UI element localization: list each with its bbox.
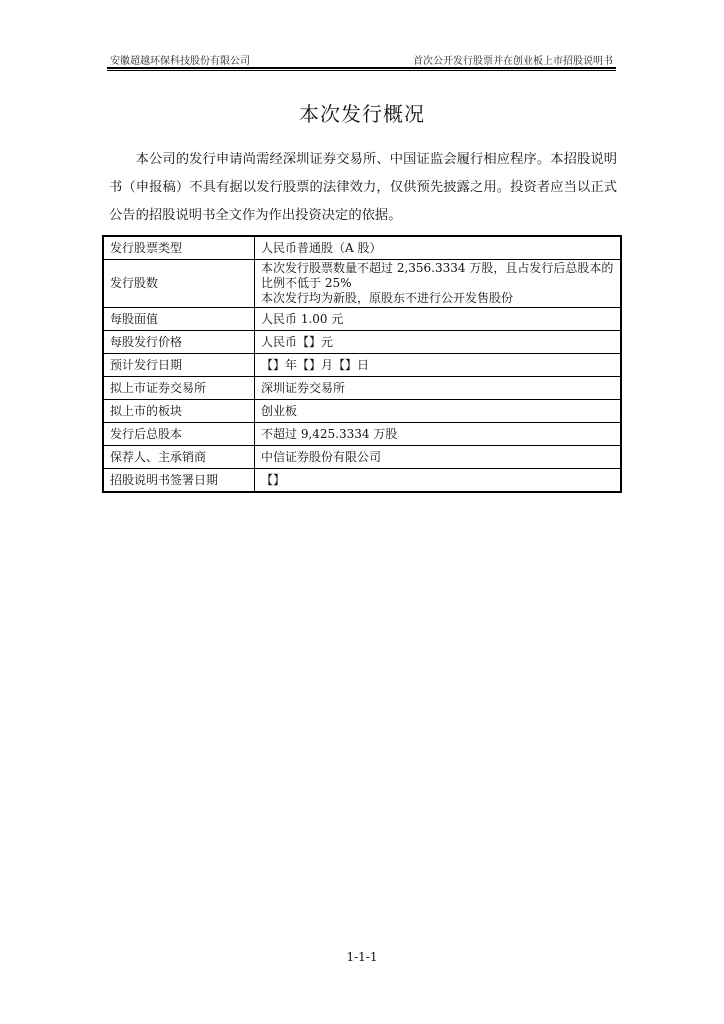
row-value	[255, 260, 622, 308]
table-row	[103, 400, 621, 423]
table-row	[103, 331, 621, 354]
row-value-line: 本次发行股票数量不超过 2,356.3334 万股，且占发行后总股本的	[261, 261, 614, 275]
row-key: 拟上市的板块	[103, 400, 255, 423]
row-value: 【】	[255, 469, 622, 493]
row-key: 保荐人、主承销商	[103, 446, 255, 469]
table-row	[103, 260, 621, 308]
header-rule-thin	[107, 70, 616, 71]
row-key: 发行股票类型	[103, 236, 255, 260]
intro-paragraph: 本公司的发行申请尚需经深圳证券交易所、中国证监会履行相应程序。本招股说明书（申报稿）不具有据以发行股票的法律效力，仅供预先披露之用。投资者应当以正式公告的招股说明书全文作为作出投资决定的依据。	[109, 152, 617, 223]
header-document-title: 首次公开发行股票并在创业板上市招股说明书	[413, 56, 613, 67]
offering-summary-table	[102, 235, 622, 493]
table-row	[103, 423, 621, 446]
row-value: 不超过 9,425.3334 万股	[255, 423, 622, 446]
row-value-line: 本次发行均为新股，原股东不进行公开发售股份	[261, 291, 514, 305]
page-number: 1-1-1	[346, 950, 378, 964]
row-value: 人民币普通股（A 股）	[255, 236, 622, 260]
table-row	[103, 354, 621, 377]
page-title: 本次发行概况	[299, 102, 425, 126]
row-key: 每股面值	[103, 308, 255, 331]
header-rule	[107, 67, 616, 69]
row-key: 拟上市证券交易所	[103, 377, 255, 400]
row-key: 每股发行价格	[103, 331, 255, 354]
row-key: 发行股数	[103, 260, 255, 308]
row-value: 人民币 1.00 元	[255, 308, 622, 331]
row-value-line: 比例不低于 25%	[261, 276, 352, 290]
table-row	[103, 308, 621, 331]
row-key: 招股说明书签署日期	[103, 469, 255, 493]
row-value: 中信证券股份有限公司	[255, 446, 622, 469]
table-row	[103, 377, 621, 400]
row-value: 【】年【】月【】日	[255, 354, 622, 377]
header-company: 安徽超越环保科技股份有限公司	[110, 56, 250, 67]
row-key: 预计发行日期	[103, 354, 255, 377]
row-value: 深圳证券交易所	[255, 377, 622, 400]
page-header	[107, 50, 616, 68]
row-value: 人民币【】元	[255, 331, 622, 354]
row-value: 创业板	[255, 400, 622, 423]
row-key: 发行后总股本	[103, 423, 255, 446]
table-row	[103, 236, 621, 260]
table-row	[103, 469, 621, 493]
table-row	[103, 446, 621, 469]
